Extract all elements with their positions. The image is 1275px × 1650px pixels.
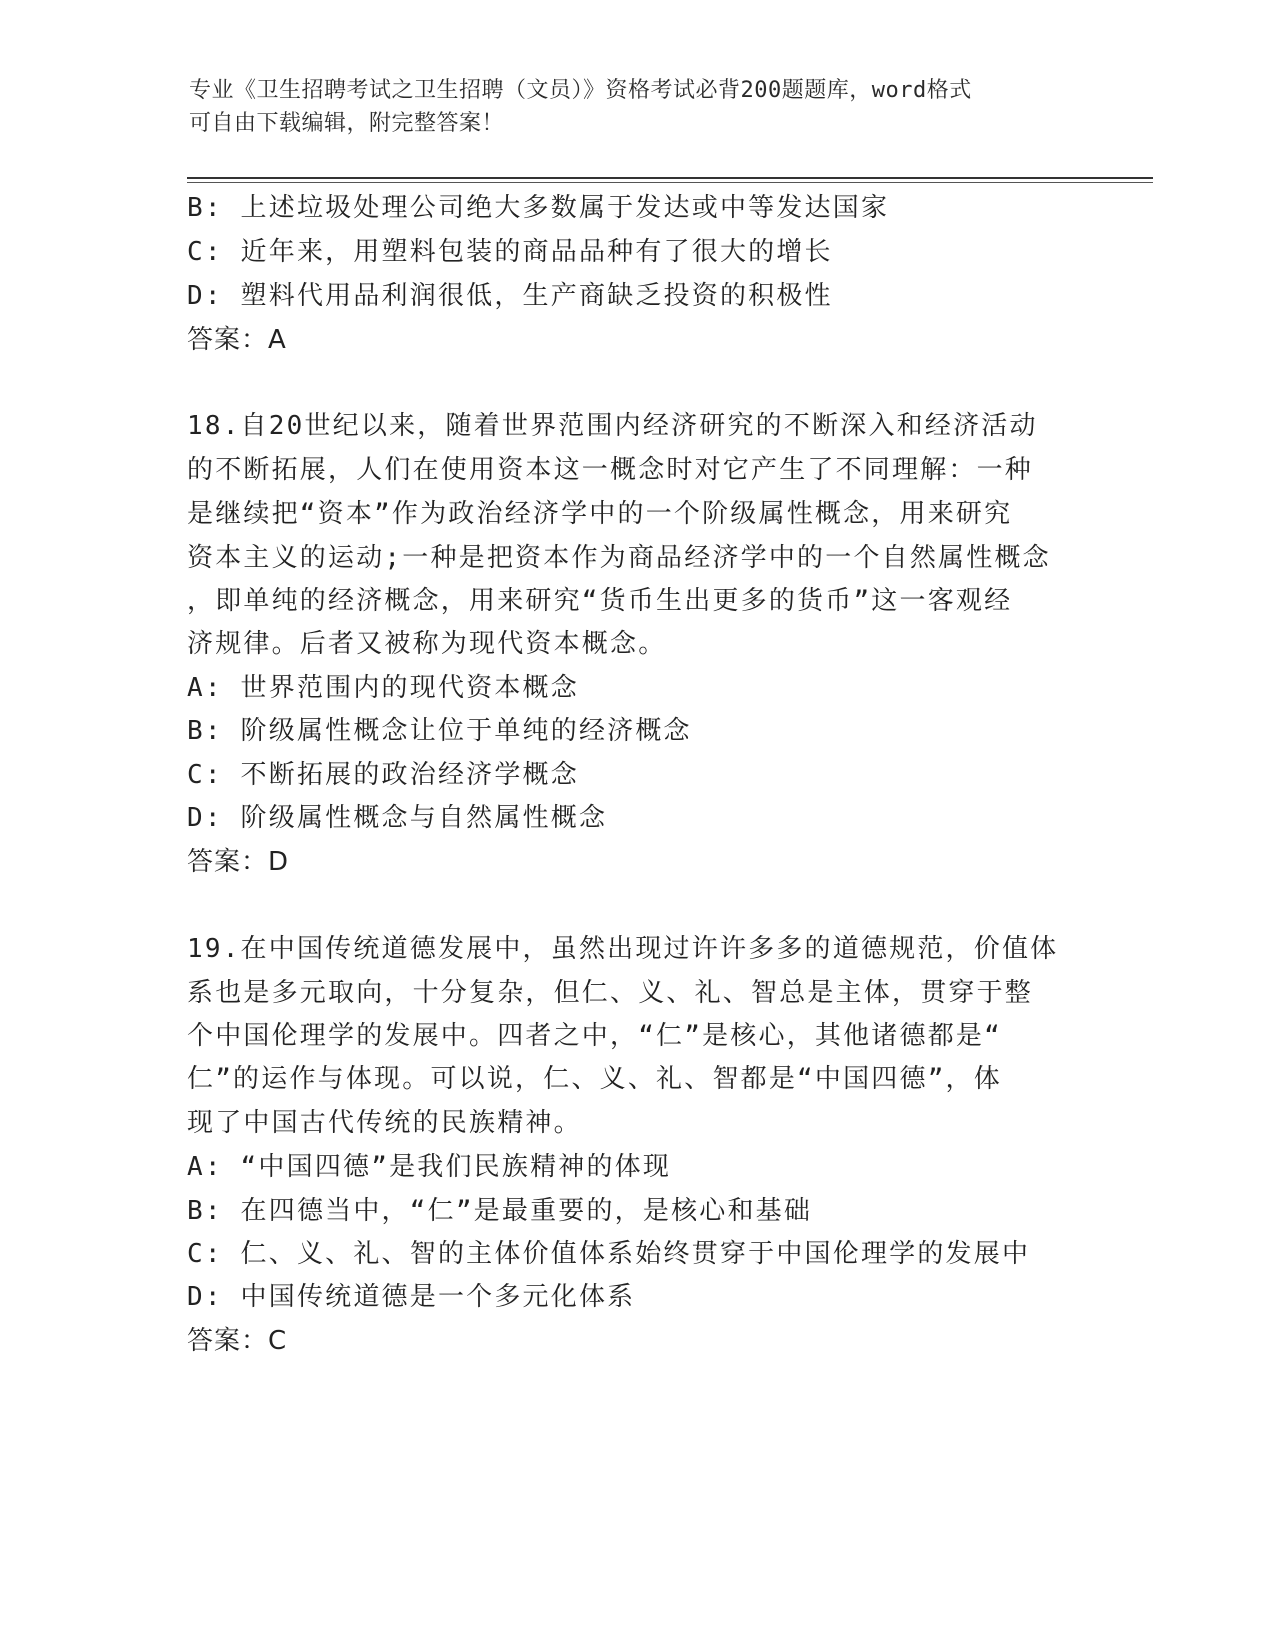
q18-option-c: C: 不断拓展的政治经济学概念 [187, 760, 579, 790]
q19-stem-line: 个中国伦理学的发展中。四者之中，“仁”是核心，其他诸德都是“ [187, 1021, 1002, 1051]
q18-stem-line: 济规律。后者又被称为现代资本概念。 [187, 629, 667, 659]
q19-answer: 答案：C [187, 1326, 288, 1356]
q19-stem-line: 现了中国古代传统的民族精神。 [187, 1108, 582, 1138]
q17-answer: 答案：A [187, 325, 287, 355]
q17-option-d: D: 塑料代用品利润很低，生产商缺乏投资的积极性 [187, 281, 833, 311]
q17-option-b: B: 上述垃圾处理公司绝大多数属于发达或中等发达国家 [187, 193, 890, 223]
q18-option-a: A: 世界范围内的现代资本概念 [187, 673, 579, 703]
q18-stem-line: 是继续把“资本”作为政治经济学中的一个阶级属性概念，用来研究 [187, 499, 1013, 529]
q17-option-c: C: 近年来，用塑料包装的商品品种有了很大的增长 [187, 237, 833, 267]
q18-option-d: D: 阶级属性概念与自然属性概念 [187, 803, 608, 833]
q18-stem-line: ，即单纯的经济概念，用来研究“货币生出更多的货币”这一客观经 [187, 586, 1013, 616]
q19-option-a: A: “中国四德”是我们民族精神的体现 [187, 1152, 672, 1182]
q19-option-b: B: 在四德当中，“仁”是最重要的，是核心和基础 [187, 1196, 813, 1226]
q18-stem-line: 18.自20世纪以来，随着世界范围内经济研究的不断深入和经济活动 [187, 411, 1038, 441]
q18-option-b: B: 阶级属性概念让位于单纯的经济概念 [187, 716, 692, 746]
q19-option-c: C: 仁、义、礼、智的主体价值体系始终贯穿于中国伦理学的发展中 [187, 1239, 1031, 1269]
header-rule-thick [187, 177, 1153, 179]
q18-stem-line: 的不断拓展，人们在使用资本这一概念时对它产生了不同理解：一种 [187, 455, 1034, 485]
document-header [189, 74, 1069, 140]
q18-answer: 答案：D [187, 847, 290, 877]
q19-stem-line: 仁”的运作与体现。可以说，仁、义、礼、智都是“中国四德”，体 [187, 1064, 1002, 1094]
q19-stem-line: 19.在中国传统道德发展中，虽然出现过许许多多的道德规范，价值体 [187, 934, 1059, 964]
q18-stem-line: 资本主义的运动;一种是把资本作为商品经济学中的一个自然属性概念 [187, 543, 1051, 573]
header-rule-thin [187, 182, 1153, 183]
q19-stem-line: 系也是多元取向，十分复杂，但仁、义、礼、智总是主体，贯穿于整 [187, 978, 1034, 1008]
header-line-1: 专业《卫生招聘考试之卫生招聘（文员）》资格考试必背200题题库，word格式 [189, 78, 972, 103]
q19-option-d: D: 中国传统道德是一个多元化体系 [187, 1282, 636, 1312]
header-line-2: 可自由下载编辑，附完整答案！ [189, 111, 505, 136]
